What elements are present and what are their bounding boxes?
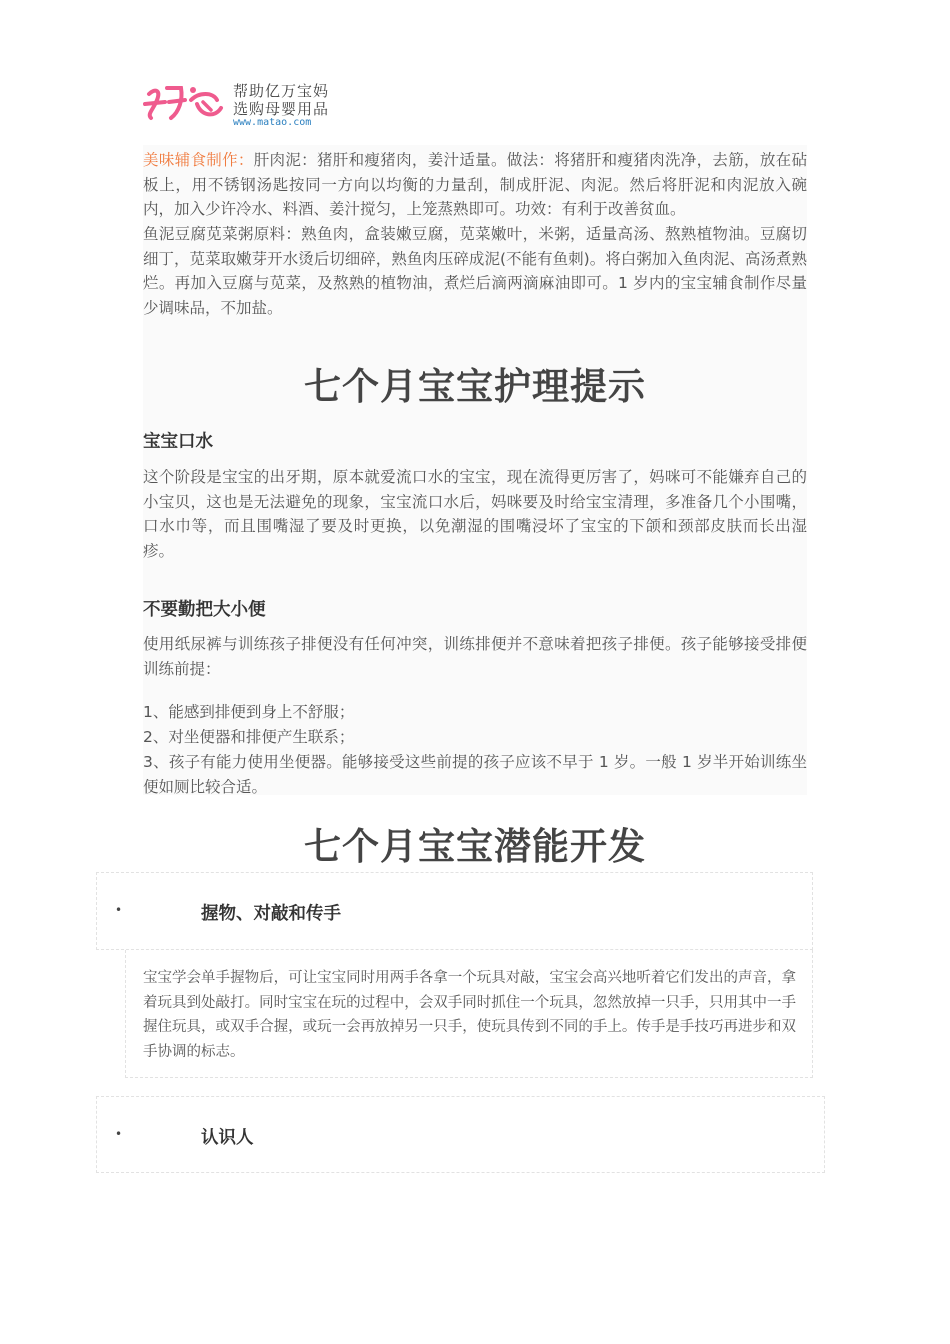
toilet-list-item: 3、孩子有能力使用坐便器。能够接受这些前提的孩子应该不早于 1 岁。一般 1 岁半开始训练坐便如厕比较合适。 [143, 753, 807, 796]
development-section-title: 七个月宝宝潜能开发 [304, 825, 646, 868]
toilet-paragraph: 使用纸尿裤与训练孩子排便没有任何冲突，训练排便并不意味着把孩子排便。孩子能够接受排便训练前提： [143, 635, 807, 678]
toilet-list-item: 2、对坐便器和排便产生联系； [143, 728, 355, 746]
recipe-liver-paragraph [143, 148, 807, 222]
grasp-item-text: 宝宝学会单手握物后，可让宝宝同时用两手各拿一个玩具对敲，宝宝会高兴地听着它们发出的声音，拿着玩具到处敲打。同时宝宝在玩的过程中，会双手同时抓住一个玩具，忽然放掉一只手，只用其中一手握住玩具，或双手合握，或玩一会再放掉另一只手，使玩具传到不同的手上。传手是手技巧再进步和双手协调的标志。 [143, 970, 796, 1061]
recipe-lead-label: 美味辅食制作： [143, 151, 254, 169]
recipe-fish-paragraph: 鱼泥豆腐苋菜粥原料：熟鱼肉，盒装嫩豆腐，苋菜嫩叶，米粥，适量高汤、熬熟植物油。豆腐切细丁，苋菜取嫩芽开水烫后切细碎，熟鱼肉压碎成泥(不能有鱼刺)。将白粥加入鱼肉泥、高汤煮熟烂。再加入豆腐与苋菜，及熬熟的植物油，煮烂后滴两滴麻油即可。1 岁内的宝宝辅食制作尽量少调味品，不加盐。 [143, 225, 807, 318]
toilet-heading: 不要勤把大小便 [143, 600, 266, 620]
logo-slogan-line1: 帮助亿万宝妈 [233, 82, 330, 100]
care-section-title: 七个月宝宝护理提示 [304, 365, 646, 408]
toilet-list-item: 1、能感到排便到身上不舒服； [143, 703, 355, 721]
grasp-item-title: 握物、对敲和传手 [201, 904, 341, 924]
bullet-icon: • [115, 903, 123, 917]
recipe-liver-text: 肝肉泥：猪肝和瘦猪肉，姜汁适量。做法：将猪肝和瘦猪肉洗净，去筋，放在砧板上，用不锈钢汤匙按同一方向以均衡的力量刮，制成肝泥、肉泥。然后将肝泥和肉泥放入碗内，加入少许冷水、料酒、姜汁搅匀，上笼蒸熟即可。功效：有利于改善贫血。 [143, 151, 807, 219]
matao-logo-mark [143, 80, 227, 124]
site-logo [143, 76, 343, 132]
drool-paragraph: 这个阶段是宝宝的出牙期，原本就爱流口水的宝宝，现在流得更厉害了，妈咪可不能嫌弃自己的小宝贝，这也是无法避免的现象，宝宝流口水后，妈咪要及时给宝宝清理，多准备几个小围嘴，口水巾等，而且围嘴湿了要及时更换，以免潮湿的围嘴浸坏了宝宝的下颌和颈部皮肤而长出湿疹。 [143, 468, 807, 561]
drool-heading: 宝宝口水 [143, 432, 213, 452]
logo-url[interactable]: www.matao.com [233, 117, 312, 128]
logo-slogan-line2: 选购母婴用品 [233, 100, 330, 118]
recognize-people-item-title: 认识人 [201, 1128, 254, 1148]
bullet-icon: • [115, 1127, 123, 1141]
